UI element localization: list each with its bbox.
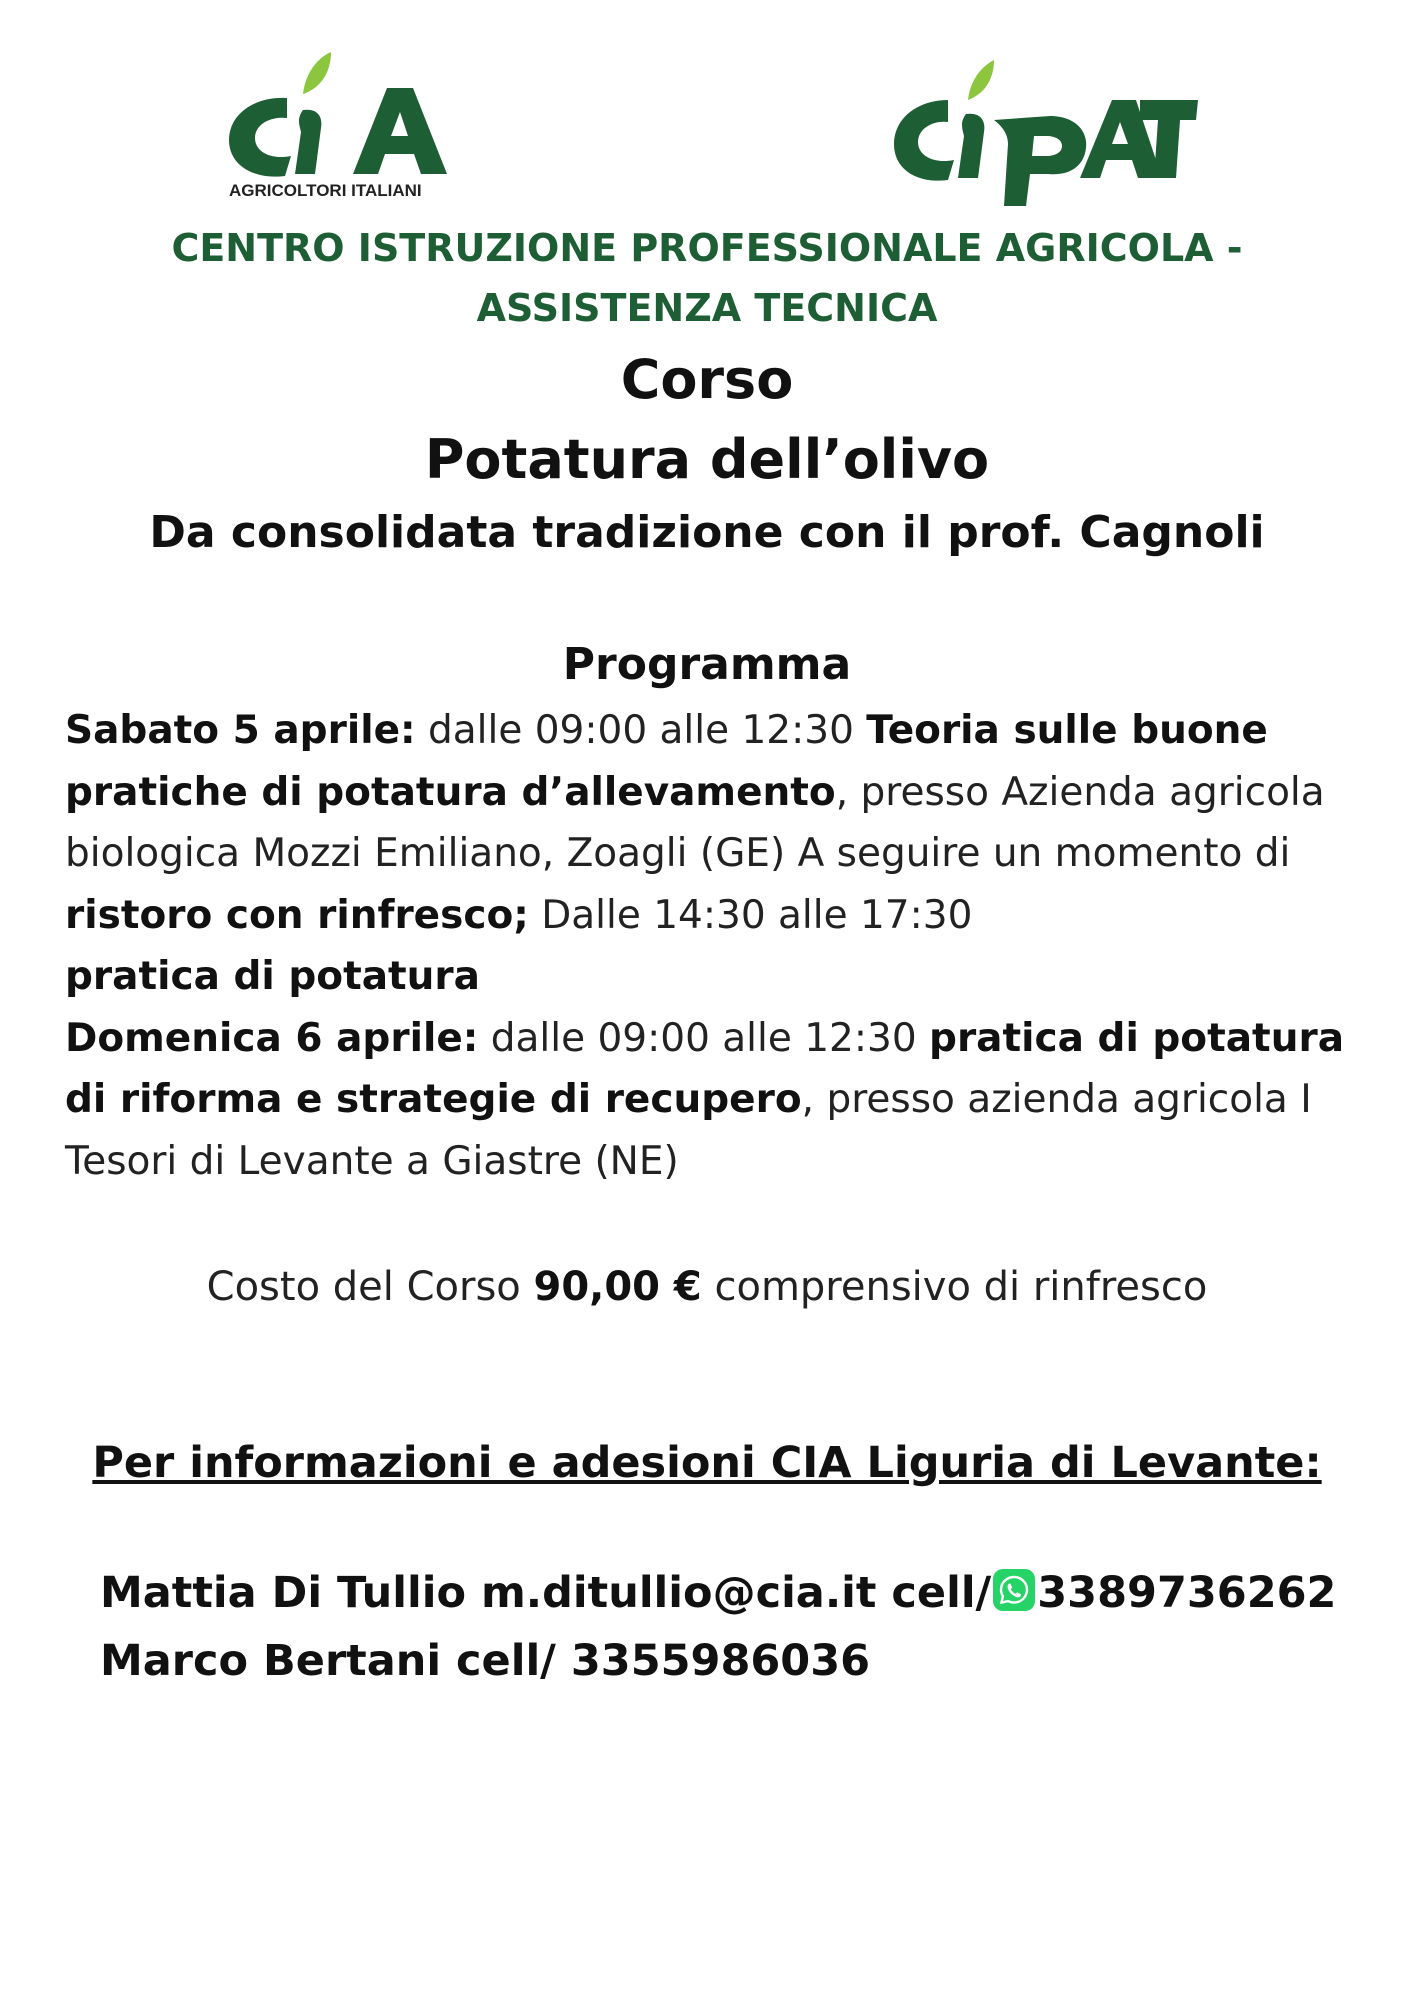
day1-label: Sabato 5 aprile: xyxy=(65,708,416,753)
cost-suffix: comprensivo di rinfresco xyxy=(701,1264,1208,1310)
day1-place1: , presso Azienda agricola biologica Mozzi Emiliano, Zoagli (GE) A seguire un momento di xyxy=(65,769,1325,876)
day1-time2: Dalle 14:30 alle 17:30 xyxy=(528,892,973,938)
cipat-logo xyxy=(890,60,1200,210)
cost-amount: 90,00 € xyxy=(533,1264,702,1310)
day2-time1: dalle 09:00 alle 12:30 xyxy=(478,1015,930,1061)
program-body xyxy=(65,700,1355,1192)
program-heading: Programma xyxy=(562,639,852,690)
cipat-logo-graphic xyxy=(890,60,1200,210)
course-title: Potatura dell’olivo xyxy=(424,428,990,491)
day1-time1: dalle 09:00 alle 12:30 xyxy=(415,708,867,753)
contact-marco: Marco Bertani cell/ 3355986036 xyxy=(100,1636,871,1686)
day2-place1: , presso azienda agricola I Tesori di Levante a Giastre (NE) xyxy=(65,1077,1312,1184)
day1-topic2: pratica di potatura xyxy=(65,954,480,999)
day2-topic1: pratica di potatura di riforma e strategie di recupero xyxy=(65,1015,1345,1122)
cia-logo-graphic xyxy=(225,48,455,200)
whatsapp-icon xyxy=(993,1569,1035,1611)
org-name-line1: CENTRO ISTRUZIONE PROFESSIONALE AGRICOLA - xyxy=(171,226,1243,270)
info-heading: Per informazioni e adesioni CIA Liguria di Levante: xyxy=(92,1438,1322,1488)
day1-ristoro: ristoro con rinfresco; xyxy=(65,892,529,938)
cia-logo-caption: AGRICOLTORI ITALIANI xyxy=(229,181,422,200)
contact-mattia xyxy=(100,1560,1336,1626)
course-subtitle: Da consolidata tradizione con il prof. Cagnoli xyxy=(149,507,1265,558)
course-cost xyxy=(0,1255,1414,1319)
day2-label: Domenica 6 aprile: xyxy=(65,1015,479,1061)
contact-mattia-text: Mattia Di Tullio m.ditullio@cia.it cell/ xyxy=(100,1568,992,1618)
info-heading-block xyxy=(0,1430,1414,1496)
day1-topic1: Teoria sulle buone pratiche di potatura d’allevamento xyxy=(65,708,1268,815)
org-name-line2: ASSISTENZA TECNICA xyxy=(476,286,938,330)
cost-prefix: Costo del Corso xyxy=(206,1264,534,1310)
cia-logo xyxy=(225,48,455,200)
title-corso: Corso xyxy=(620,348,794,411)
contact-mattia-phone: 3389736262 xyxy=(1037,1568,1337,1618)
